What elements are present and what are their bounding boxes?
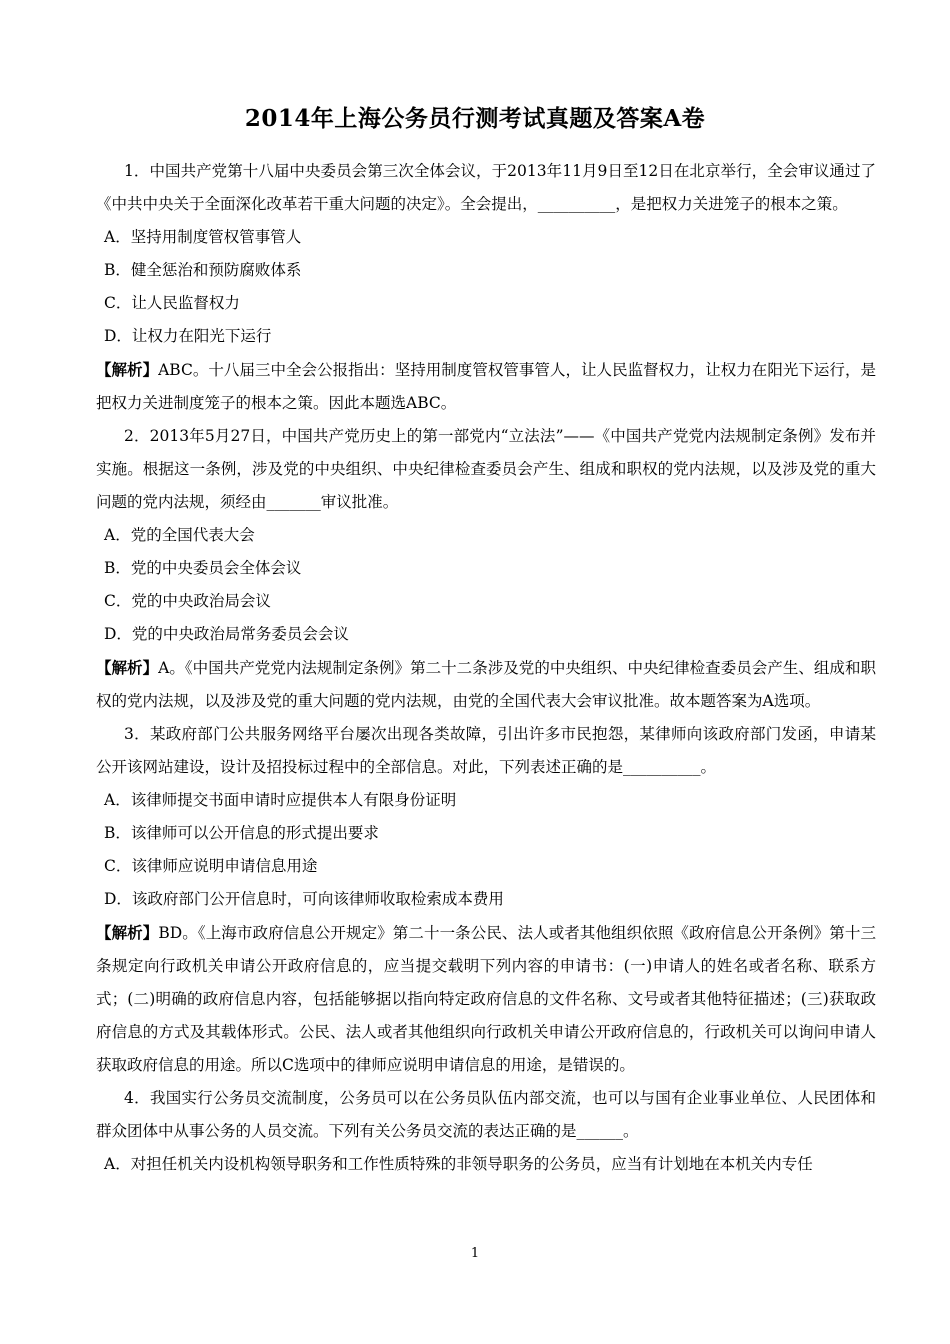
question-1-stem: 1．中国共产党第十八届中央委员会第三次全体会议，于2013年11月9日至12日在北京举行，全会审议通过了《中共中央关于全面深化改革若干重大问题的决定》。全会提出，__________，是把权力关进笼子的根本之策。 <box>96 162 876 213</box>
question-2-analysis <box>96 651 876 718</box>
question-1-option-b: B．健全惩治和预防腐败体系 <box>104 261 302 279</box>
question-2-option-c: C．党的中央政治局会议 <box>104 592 271 610</box>
analysis-label: 【解析】 <box>96 360 159 379</box>
question-3-option-a: A．该律师提交书面申请时应提供本人有限身份证明 <box>104 791 457 809</box>
question-1-analysis <box>96 353 876 420</box>
question-1-option-a: A．坚持用制度管权管事管人 <box>104 228 302 246</box>
question-3-option-d: D．该政府部门公开信息时，可向该律师收取检索成本费用 <box>104 890 504 908</box>
question-4-option-a: A．对担任机关内设机构领导职务和工作性质特殊的非领导职务的公务员，应当有计划地在本机关内专任 <box>104 1155 813 1173</box>
question-3-option-b: B．该律师可以公开信息的形式提出要求 <box>104 824 379 842</box>
question-3-analysis <box>96 916 876 1082</box>
question-1-analysis-text: ABC。十八届三中全会公报指出：坚持用制度管权管事管人，让人民监督权力，让权力在阳光下运行，是把权力关进制度笼子的根本之策。因此本题选ABC。 <box>96 361 876 412</box>
question-4-stem: 4．我国实行公务员交流制度，公务员可以在公务员队伍内部交流，也可以与国有企业事业单位、人民团体和群众团体中从事公务的人员交流。下列有关公务员交流的表达正确的是______。 <box>96 1089 876 1140</box>
document-body <box>96 155 876 1181</box>
analysis-label: 【解析】 <box>96 923 159 942</box>
question-2-option-b: B．党的中央委员会全体会议 <box>104 559 302 577</box>
question-1-option-d: D．让权力在阳光下运行 <box>104 327 272 345</box>
document-title: 2014年上海公务员行测考试真题及答案A卷 <box>244 105 706 132</box>
question-3-option-c: C．该律师应说明申请信息用途 <box>104 857 318 875</box>
question-2-analysis-text: A。《中国共产党党内法规制定条例》第二十二条涉及党的中央组织、中央纪律检查委员会产生、组成和职权的党内法规，以及涉及党的重大问题的党内法规，由党的全国代表大会审议批准。故本题答案为A选项。 <box>96 659 876 710</box>
question-3-stem: 3．某政府部门公共服务网络平台屡次出现各类故障，引出许多市民抱怨，某律师向该政府部门发函，申请某公开该网站建设，设计及招投标过程中的全部信息。对此，下列表述正确的是__________。 <box>96 725 876 776</box>
question-2-option-a: A．党的全国代表大会 <box>104 526 255 544</box>
page-number: 1 <box>470 1246 480 1261</box>
analysis-label: 【解析】 <box>96 658 159 677</box>
question-3-analysis-text: BD。《上海市政府信息公开规定》第二十一条公民、法人或者其他组织依照《政府信息公开条例》第十三条规定向行政机关申请公开政府信息的，应当提交载明下列内容的申请书：(一)申请人的姓名或者名称、联系方式；(二)明确的政府信息内容，包括能够据以指向特定政府信息的文件名称、文号或者其他特征描述；(三)获取政府信息的方式及其载体形式。公民、法人或者其他组织向行政机关申请公开政府信息的，行政机关可以询问申请人获取政府信息的用途。所以C选项中的律师应说明申请信息的用途，是错误的。 <box>96 924 876 1074</box>
question-1-option-c: C．让人民监督权力 <box>104 294 240 312</box>
question-2-stem: 2．2013年5月27日，中国共产党历史上的第一部党内“立法法”——《中国共产党党内法规制定条例》发布并实施。根据这一条例，涉及党的中央组织、中央纪律检查委员会产生、组成和职权的党内法规，以及涉及党的重大问题的党内法规，须经由_______审议批准。 <box>96 427 876 511</box>
question-2-option-d: D．党的中央政治局常务委员会会议 <box>104 625 349 643</box>
